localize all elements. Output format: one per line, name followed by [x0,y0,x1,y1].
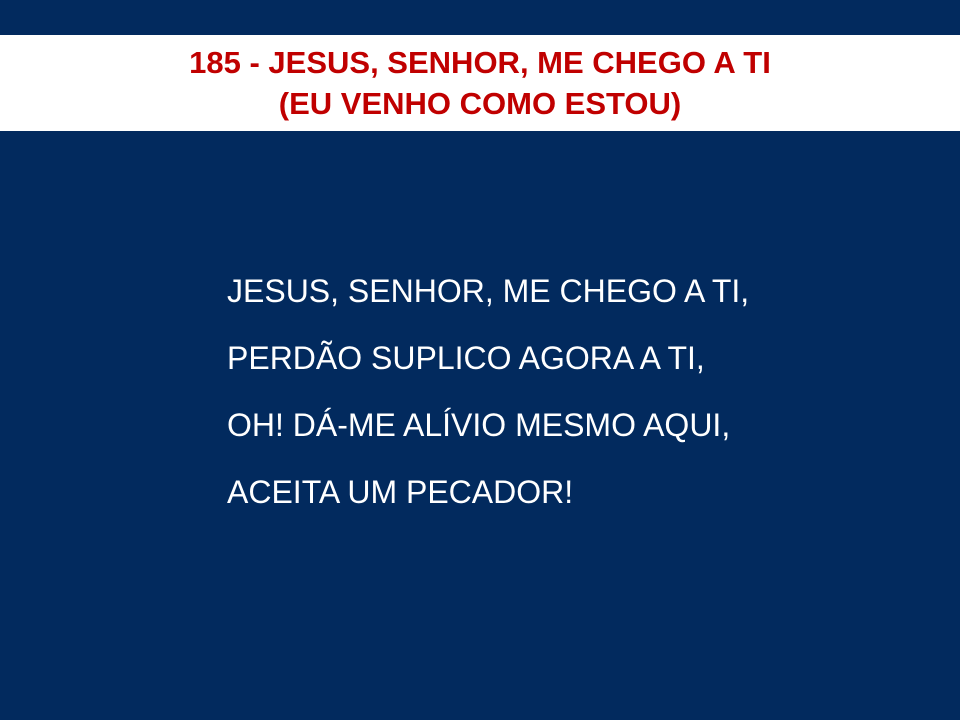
lyric-line-1: JESUS, SENHOR, ME CHEGO A TI, [227,273,750,309]
lyrics-block [227,275,927,543]
lyric-line-3: OH! DÁ-ME ALÍVIO MESMO AQUI, [227,407,731,443]
lyric-line-4: ACEITA UM PECADOR! [227,474,574,510]
title-band [0,35,960,131]
hymn-title: 185 - JESUS, SENHOR, ME CHEGO A TI [189,45,771,80]
hymn-subtitle: (EU VENHO COMO ESTOU) [278,86,682,121]
lyric-line-2: PERDÃO SUPLICO AGORA A TI, [227,340,705,376]
